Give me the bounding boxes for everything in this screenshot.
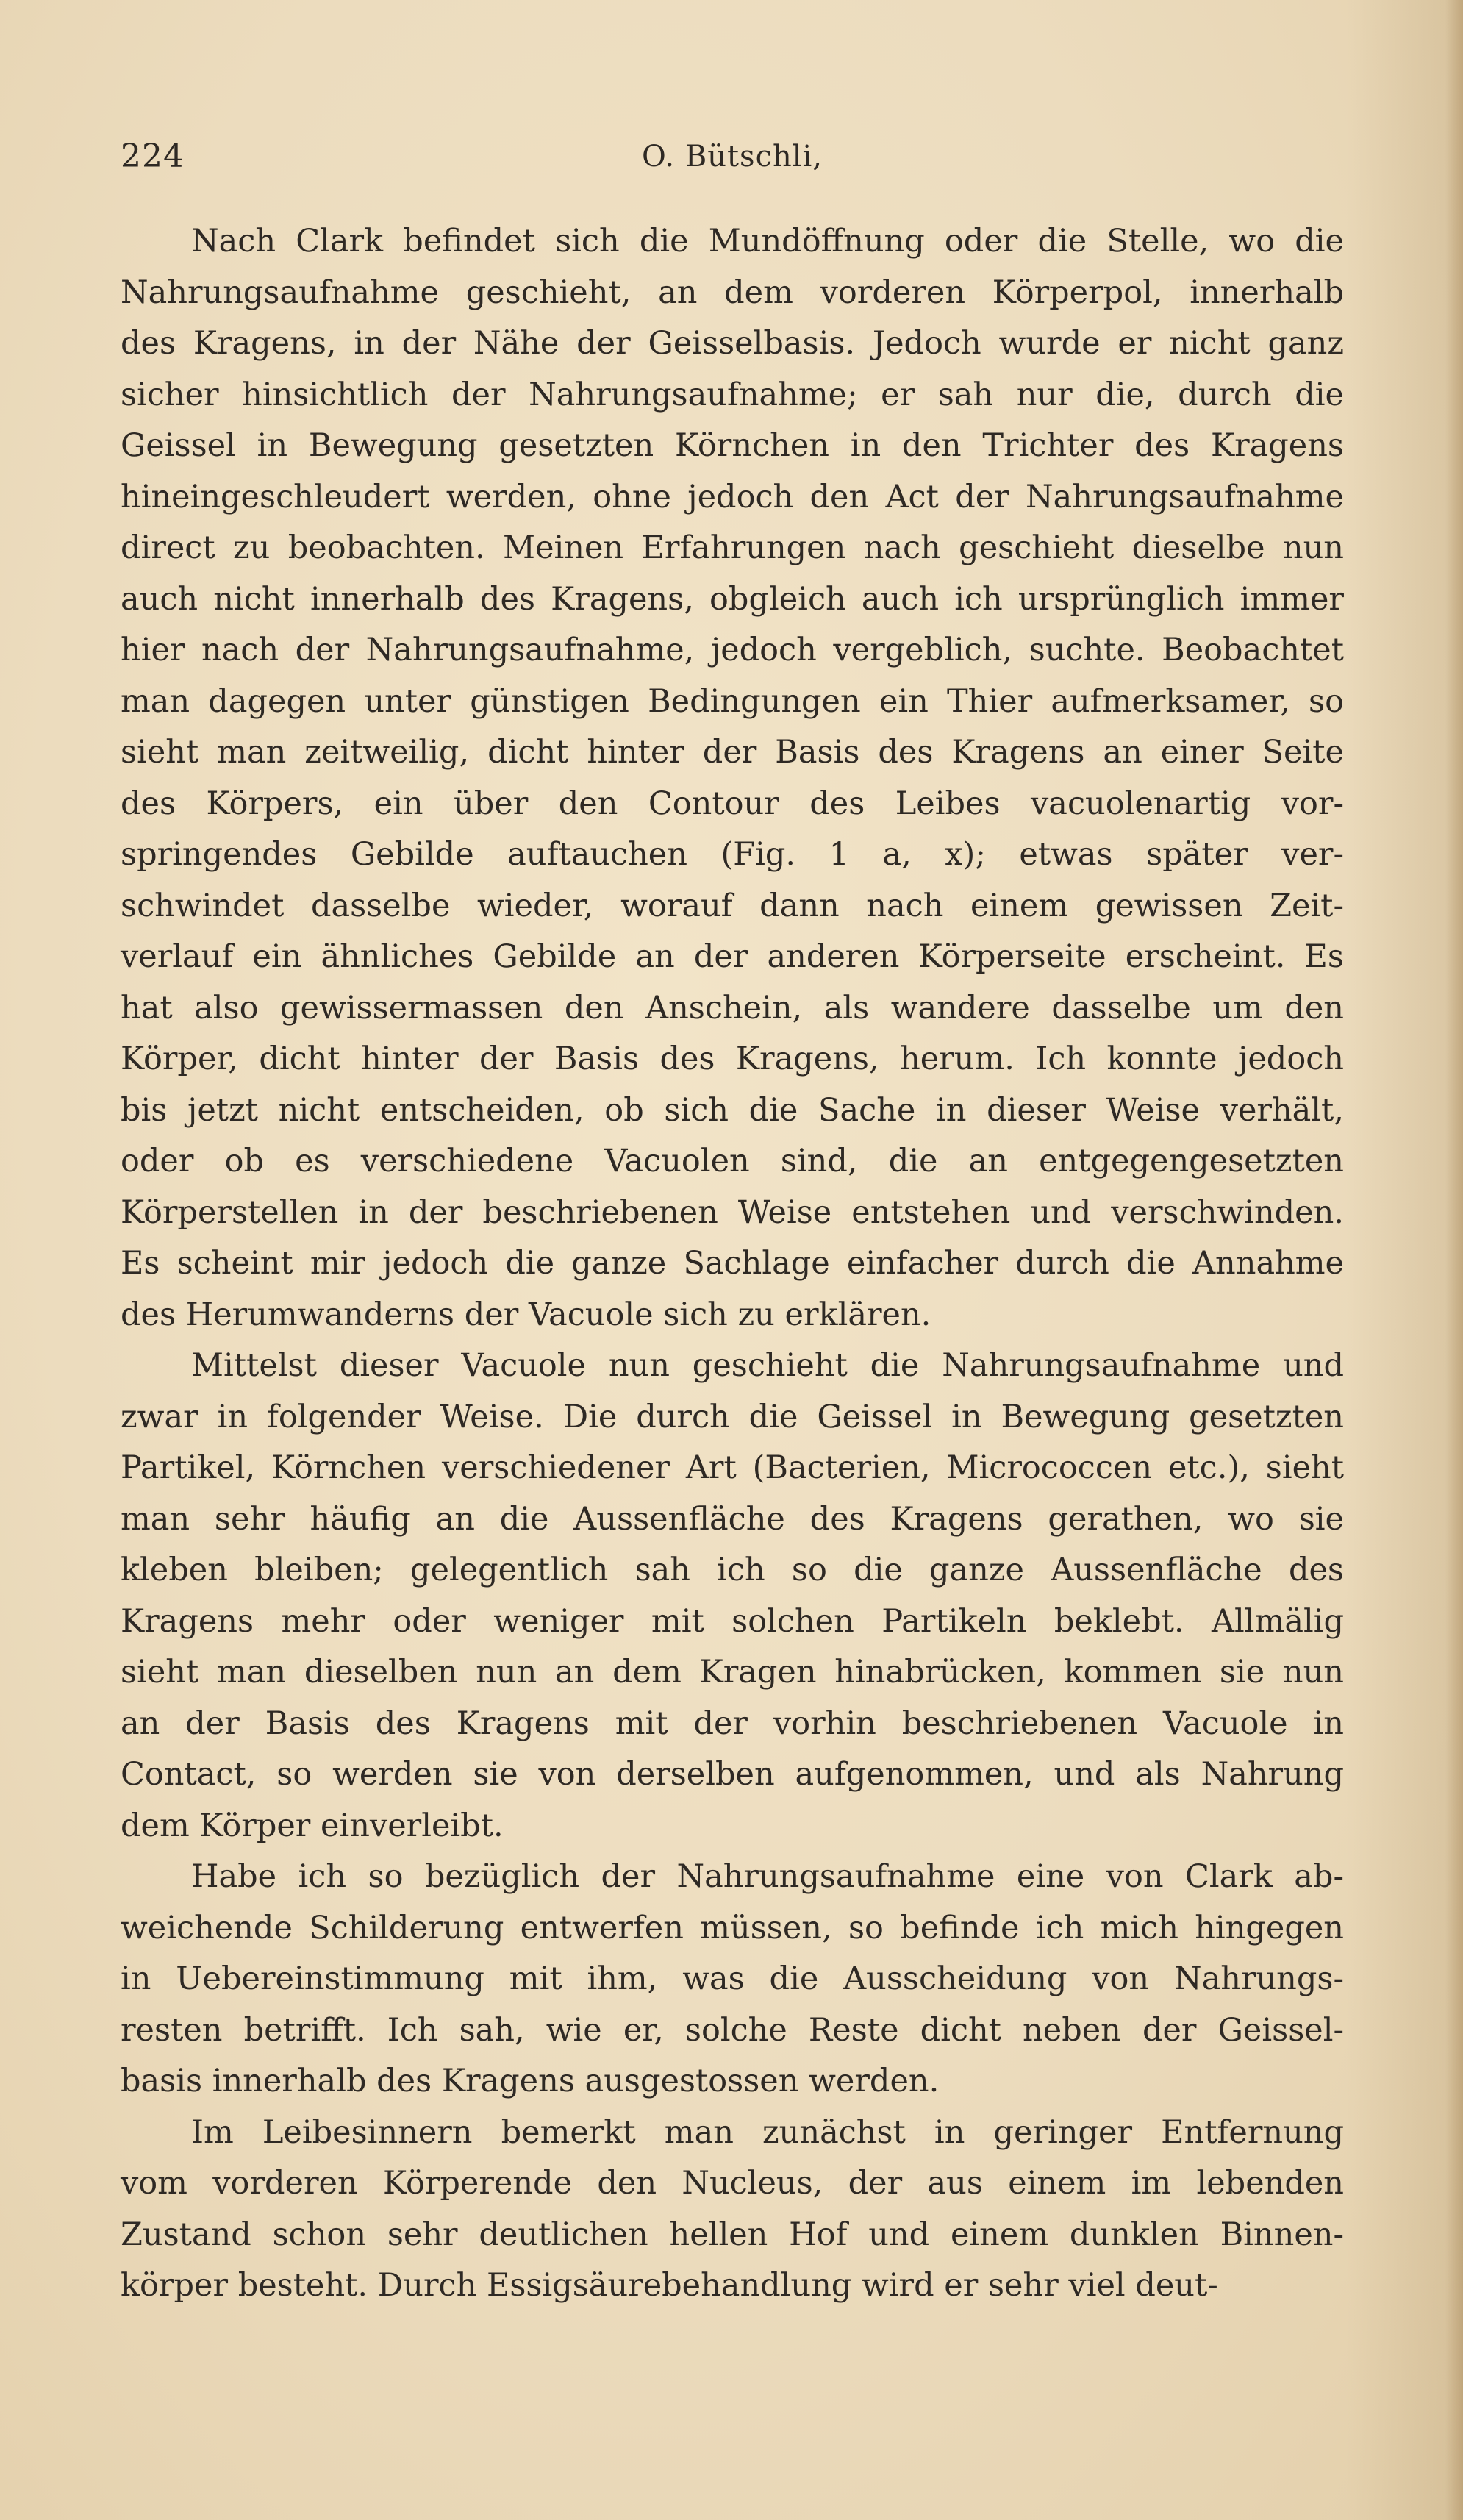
text-line: hier nach der Nahrungsaufnahme, jedoch vergeblich, suchte. Beobachtet: [121, 632, 1344, 668]
text-line: Im Leibesinnern bemerkt man zunächst in geringer Entfernung: [191, 2113, 1344, 2151]
text-line: auch nicht innerhalb des Kragens, obgleich auch ich ursprünglich immer: [121, 580, 1344, 618]
text-line: man sehr häufig an die Aussenfläche des Kragens gerathen, wo sie: [121, 1500, 1344, 1538]
text-line: dem Körper einverleibt.: [121, 1807, 504, 1844]
text-line: direct zu beobachten. Meinen Erfahrungen nach geschieht dieselbe nun: [121, 529, 1344, 566]
text-line: kleben bleiben; gelegentlich sah ich so die ganze Aussenfläche des: [121, 1552, 1344, 1588]
text-line: Körper, dicht hinter der Basis des Kragens, herum. Ich konnte jedoch: [121, 1041, 1344, 1077]
text-line: Contact, so werden sie von derselben aufgenommen, und als Nahrung: [121, 1756, 1344, 1793]
text-line: Mittelst dieser Vacuole nun geschieht die Nahrungsaufnahme und: [191, 1347, 1344, 1384]
body-text: [121, 216, 1344, 2312]
text-line: Es scheint mir jedoch die ganze Sachlage einfacher durch die Annahme: [121, 1245, 1344, 1282]
text-line: sicher hinsichtlich der Nahrungsaufnahme; er sah nur die, durch die: [121, 376, 1344, 413]
text-line: springendes Gebilde auftauchen (Fig. 1 a, x); etwas später ver-: [121, 836, 1344, 873]
text-line: Zustand schon sehr deutlichen hellen Hof und einem dunklen Binnen-: [121, 2216, 1344, 2253]
text-line: schwindet dasselbe wieder, worauf dann nach einem gewissen Zeit-: [121, 887, 1344, 924]
text-line: bis jetzt nicht entscheiden, ob sich die Sache in dieser Weise verhält,: [121, 1091, 1344, 1129]
text-line: des Herumwanderns der Vacuole sich zu erklären.: [121, 1296, 931, 1333]
running-head: O. Bütschli,: [641, 140, 823, 174]
text-line: man dagegen unter günstigen Bedingungen ein Thier aufmerksamer, so: [121, 682, 1344, 720]
text-line: hineingeschleudert werden, ohne jedoch den Act der Nahrungsaufnahme: [121, 478, 1344, 515]
text-line: Partikel, Körnchen verschiedener Art (Bacterien, Micrococcen etc.), sieht: [121, 1449, 1344, 1486]
text-line: des Körpers, ein über den Contour des Leibes vacuolenartig vor-: [121, 785, 1344, 822]
paragraph: [121, 1852, 1344, 2107]
text-line: verlauf ein ähnliches Gebilde an der anderen Körperseite erscheint. Es: [121, 938, 1344, 975]
text-line: Nach Clark befindet sich die Mundöffnung oder die Stelle, wo die: [191, 223, 1344, 260]
text-line: an der Basis des Kragens mit der vorhin beschriebenen Vacuole in: [121, 1705, 1344, 1742]
text-line: weichende Schilderung entwerfen müssen, so befinde ich mich hingegen: [121, 1909, 1344, 1946]
text-line: sieht man dieselben nun an dem Kragen hinabrücken, kommen sie nun: [121, 1654, 1344, 1691]
text-line: zwar in folgender Weise. Die durch die Geissel in Bewegung gesetzten: [121, 1398, 1344, 1435]
paragraph: [121, 2107, 1344, 2312]
text-line: sieht man zeitweilig, dicht hinter der Basis des Kragens an einer Seite: [121, 734, 1344, 771]
text-line: oder ob es verschiedene Vacuolen sind, die an entgegengesetzten: [121, 1143, 1344, 1179]
page-header: [121, 131, 1344, 182]
text-line: resten betrifft. Ich sah, wie er, solche Reste dicht neben der Geissel-: [121, 2011, 1344, 2049]
paragraph: [121, 1341, 1344, 1852]
page-edge-shadow: [1445, 0, 1463, 2520]
text-line: Habe ich so bezüglich der Nahrungsaufnahme eine von Clark ab-: [191, 1858, 1344, 1895]
text-line: Geissel in Bewegung gesetzten Körnchen in den Trichter des Kragens: [121, 427, 1344, 464]
paragraph: [121, 216, 1344, 1341]
text-line: in Uebereinstimmung mit ihm, was die Ausscheidung von Nahrungs-: [121, 1960, 1344, 1997]
page-number: 224: [121, 138, 185, 175]
text-line: Körperstellen in der beschriebenen Weise entstehen und verschwinden.: [121, 1193, 1344, 1231]
text-line: des Kragens, in der Nähe der Geisselbasis. Jedoch wurde er nicht ganz: [121, 325, 1344, 362]
text-line: basis innerhalb des Kragens ausgestossen werden.: [121, 2063, 940, 2099]
text-line: hat also gewissermassen den Anschein, als wandere dasselbe um den: [121, 989, 1344, 1027]
text-line: körper besteht. Durch Essigsäurebehandlung wird er sehr viel deut-: [121, 2267, 1218, 2304]
text-line: vom vorderen Körperende den Nucleus, der aus einem im lebenden: [121, 2165, 1344, 2202]
text-line: Nahrungsaufnahme geschieht, an dem vorderen Körperpol, innerhalb: [121, 274, 1344, 311]
text-line: Kragens mehr oder weniger mit solchen Partikeln beklebt. Allmälig: [121, 1602, 1344, 1640]
